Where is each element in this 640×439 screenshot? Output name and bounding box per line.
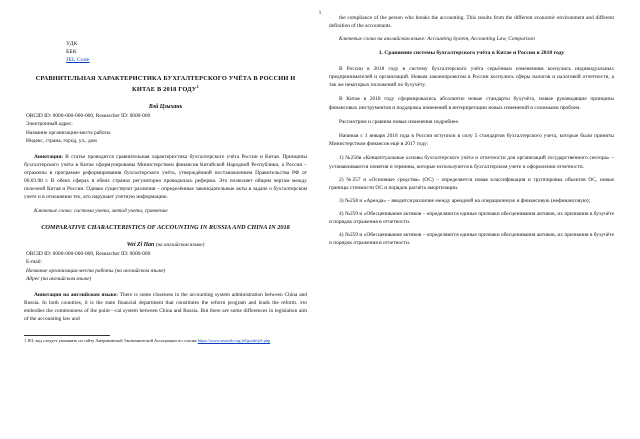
section-title: Сравнение системы бухгалтерского учёта в Китае и России в 2018 году [384, 50, 565, 57]
email-line-ru: Электронный адрес: [26, 121, 73, 128]
standards-list [329, 154, 614, 247]
list-item: 4) №259 и «Обесценивание активов – определяются единые признаки обесценивания активов, их признания в бухучёте и порядок отражения в отчетности. [329, 210, 614, 226]
body-paragraph-transition: Рассмотрим и сравним новые изменения подробнее. [339, 118, 460, 125]
list-item: 2) №257 и «Основные средства» (ОС) – определяется новая классификация и группировка объектов ОС, новые границы стоимости ОС и порядок расчёта амортизации. [329, 176, 614, 191]
email-line-en: E-mail: [26, 259, 43, 266]
author-name-ru: Вэй Цзыхань [148, 103, 183, 110]
keywords-en [329, 36, 614, 42]
organization-line-en: Название организации-места работы (на английском языке) [26, 267, 166, 274]
orcid-line-en: ORCID ID: 0000-000-000-000, Researcher ID: 0000-000 [26, 250, 151, 257]
orcid-line-ru: ORCID ID: 0000-000-000-000, Researcher ID: 0000-000 [26, 112, 151, 119]
bbk-code: ББК [66, 49, 77, 56]
two-column-layout [18, 14, 622, 431]
author-name-en [24, 242, 307, 248]
body-paragraph-standards-intro: Начиная с 1 января 2018 года в России вступили в силу 5 стандартов бухгалтерского учета, которые были приняты Министерством финансов ещё в 2017 году: [329, 133, 614, 148]
abstract-text-en: There is some closeness in the accounting system administration between China and Russia. In both countries, it is the state financial department that constitutes the reform program and leads the reform. это embodies the commonness of the point—cal system between China and Russia. But there are some differences in legislation aim of the accounting law and [24, 292, 307, 323]
abstract-ru [24, 153, 307, 202]
footnote [24, 338, 307, 344]
organization-line-ru: Название организации-места работы [26, 129, 111, 136]
author-name-en-note: (на английском языке) [155, 241, 205, 248]
page-number: 1 [318, 10, 322, 16]
keywords-text-ru: система учета, метод учета, сравнение [74, 208, 168, 215]
keywords-text-en: Accounting System, Accounting Law, Comparison [427, 36, 535, 43]
page-title-footnote-marker: 1 [196, 83, 199, 89]
section-number: 1. [378, 50, 383, 57]
body-paragraph-russia: В России в 2018 году в систему бухгалтерского учёта серьёзным изменениям коснулись индивидуальных предпринимателей и организаций. Новым законопроектом в России коснулись сферы налогов и налоговой отчетности, а так же некоторых положений по бухучёту. [329, 65, 614, 89]
abstract-label-ru: Аннотация: [34, 153, 64, 160]
udk-code: УДК [66, 41, 78, 47]
section-heading [329, 49, 614, 57]
continuation-paragraph-en [329, 14, 614, 30]
list-item: 1) №256в «Концептуальные основы бухгалтерского учёта и отчетности для организаций государственного сектора» – устанавливаются понятия и термины, которые используются в бухгалтерском учете и оформлении отчетности. [329, 155, 614, 170]
list-item: 3) №258 и «Аренда» – вводится различие между арендной на операционную и финансовую (нефинансовую); [339, 197, 591, 204]
page-title-en: COMPARATIVE CHARACTERISTICS OF ACCOUNTING IN RUSSIA AND CHINA IN 2018 [41, 224, 290, 232]
right-column [329, 14, 618, 431]
footnote-text: 1 JEL-код следует указывать по сайту Американской Экономической Ассоциации по ссылке [24, 338, 197, 344]
footnote-link[interactable]: https://www.aeaweb.org/jel/guide/jel.php [197, 338, 271, 344]
keywords-label-en: Ключевые слова на английском языке: [339, 36, 426, 43]
list-item: 4) №259 и «Обесценивание активов – определяются единые признаки обесценивания активов, их признания в бухучёте и порядок отражения в отчетности. [329, 232, 614, 247]
page-title-text: СРАВНИТЕЛЬНАЯ ХАРАКТЕРИСТИКА БУХГАЛТЕРСКОГО УЧЁТА В РОССИИ И КИТАЕ В 2018 ГОДУ [35, 75, 296, 94]
abstract-en [24, 291, 307, 323]
classification-codes [66, 40, 307, 64]
author-name-en-text: Wei Zi Han [126, 241, 155, 248]
author-meta-ru [26, 112, 307, 146]
address-line-en: Адрес (на английском языке) [26, 276, 92, 283]
address-line-ru: Индекс, страна, город, ул., дом [26, 138, 97, 145]
continuation-text-en: the compliance of the person who breaks the accounting. This results from the different economic environment and different definition of the accountants. [329, 15, 614, 30]
jel-code-link[interactable]: JEL Code [66, 57, 90, 64]
keywords-label-ru: Ключевые слова: [34, 208, 73, 215]
author-meta-en [26, 250, 307, 284]
body-paragraph-china: В Китае в 2018 году сформировались абсолютно новые стандарты бухучёта, новые руководящие принципы финансовых инструментов и поддержка изменений в интерпретации новых изменений и сложными проблем. [329, 96, 614, 111]
abstract-label-en: Аннотация на английском языке: [34, 292, 118, 299]
left-column [18, 14, 307, 431]
abstract-text-ru: В статье проводится сравнительная характеристика бухгалтерского учёта России и Китая. Принципы бухгалтерского учёта в Китае сформулированы Министерством финансов Китайской Народной Республики, а России – отражены в программе реформирования бухгалтерского учёта, утверждённой постановлением Правительства РФ от 06.03.98 г. В обеих сферах в обеих странах регуляторно проводилась реформа. Это позволяет общим чертам между полезной Китая и России. Однако существуют различия – определённые законодательные акты в задаче о бухгалтерском учете и в отношении тех, кто нарушает учетную информацию. [24, 153, 307, 201]
page-title [24, 74, 307, 94]
footnote-separator [24, 335, 110, 336]
keywords-ru [24, 208, 307, 214]
